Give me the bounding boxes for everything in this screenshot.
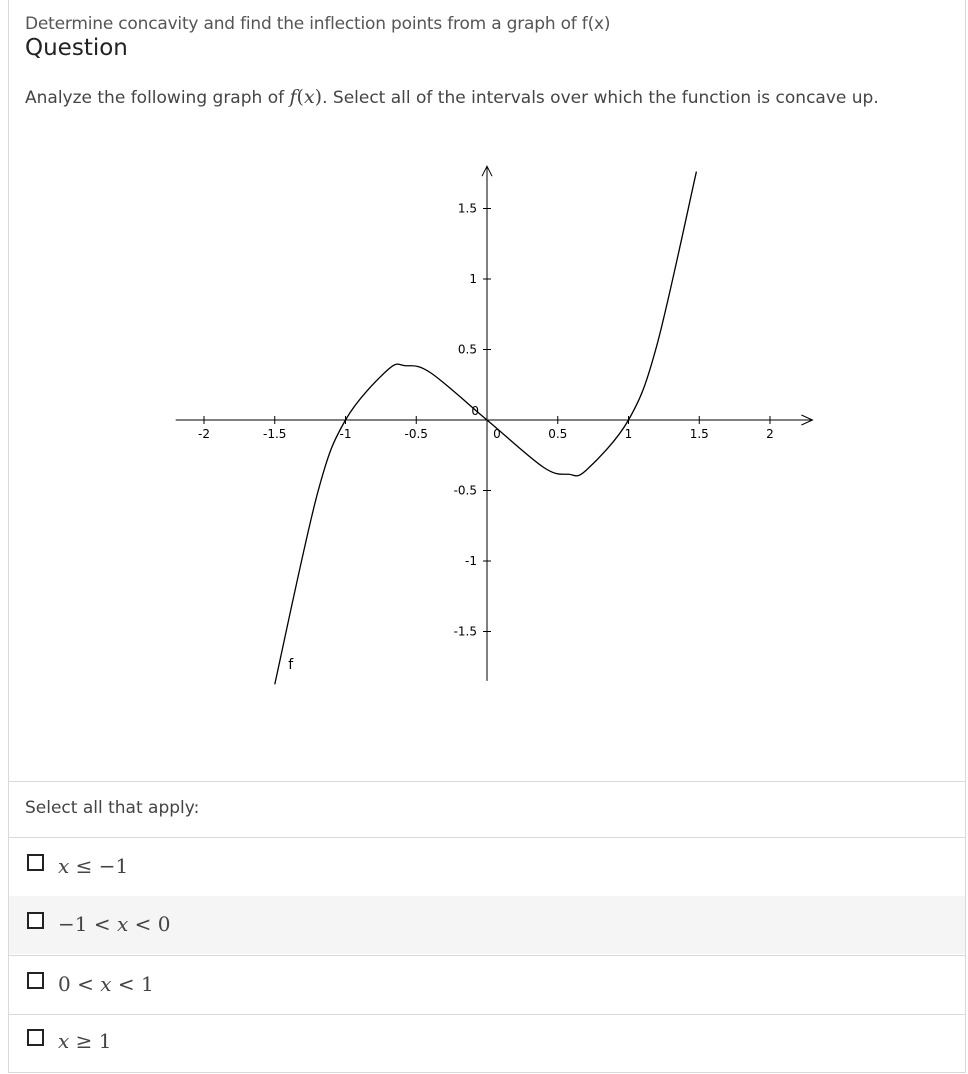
option-text: −1 < [58,912,117,936]
origin-label: 0 [471,404,479,418]
y-tick-label: 1 [469,272,477,286]
origin-label: 0 [493,427,501,441]
prompt-function-variable: x [303,86,315,108]
option-label [58,854,128,878]
question-prompt [25,86,879,108]
option-text: ≥ 1 [69,1029,112,1053]
y-tick-label: -1 [465,554,477,568]
question-header [25,14,610,61]
x-tick-label: 0.5 [548,427,568,441]
option-var: x [58,1029,70,1053]
option-label [58,1029,111,1053]
option-var: x [100,972,112,996]
option-text: < 1 [111,972,154,996]
x-tick-label: 2 [766,427,774,441]
option-var: x [116,912,129,936]
divider [8,781,966,782]
x-tick-label: -2 [198,427,210,441]
y-tick-label: -1.5 [453,624,477,639]
y-tick-label: 0.5 [457,342,477,357]
option-x-ge-1[interactable] [9,1015,965,1073]
y-tick-label: -0.5 [453,483,477,498]
x-tick-label: -1.5 [263,427,287,441]
option-x-le-neg1[interactable] [9,838,965,896]
function-graph [150,150,820,690]
x-tick-label: -0.5 [404,427,428,441]
function-curve [275,172,697,685]
option-neg1-lt-x-lt-0[interactable] [9,896,965,954]
question-subtitle: Determine concavity and find the inflection points from a graph of f(x) [25,14,611,34]
option-label [58,972,154,996]
function-label: f [288,656,294,673]
x-tick-label: 1.5 [689,427,709,441]
select-all-label: Select all that apply: [25,798,200,818]
prompt-text-end: . Select all of the intervals over which the function is concave up. [322,88,879,108]
option-text: ≤ −1 [69,854,129,878]
prompt-function-name: f [289,86,297,108]
option-text: 0 < [58,972,101,996]
x-tick-label: -1 [339,427,352,441]
checkbox[interactable] [27,854,44,871]
checkbox[interactable] [27,912,44,929]
x-tick-label: 1 [624,427,633,441]
y-tick-label: 1.5 [457,201,477,216]
prompt-function-notation: f(x) [289,86,323,108]
option-var: x [58,854,70,878]
checkbox[interactable] [27,1029,44,1046]
question-title: Question [25,35,128,61]
option-0-lt-x-lt-1[interactable] [9,956,965,1014]
option-label [58,912,170,936]
prompt-text-start: Analyze the following graph of [25,88,290,108]
checkbox[interactable] [27,972,44,989]
option-text: < 0 [128,912,171,936]
